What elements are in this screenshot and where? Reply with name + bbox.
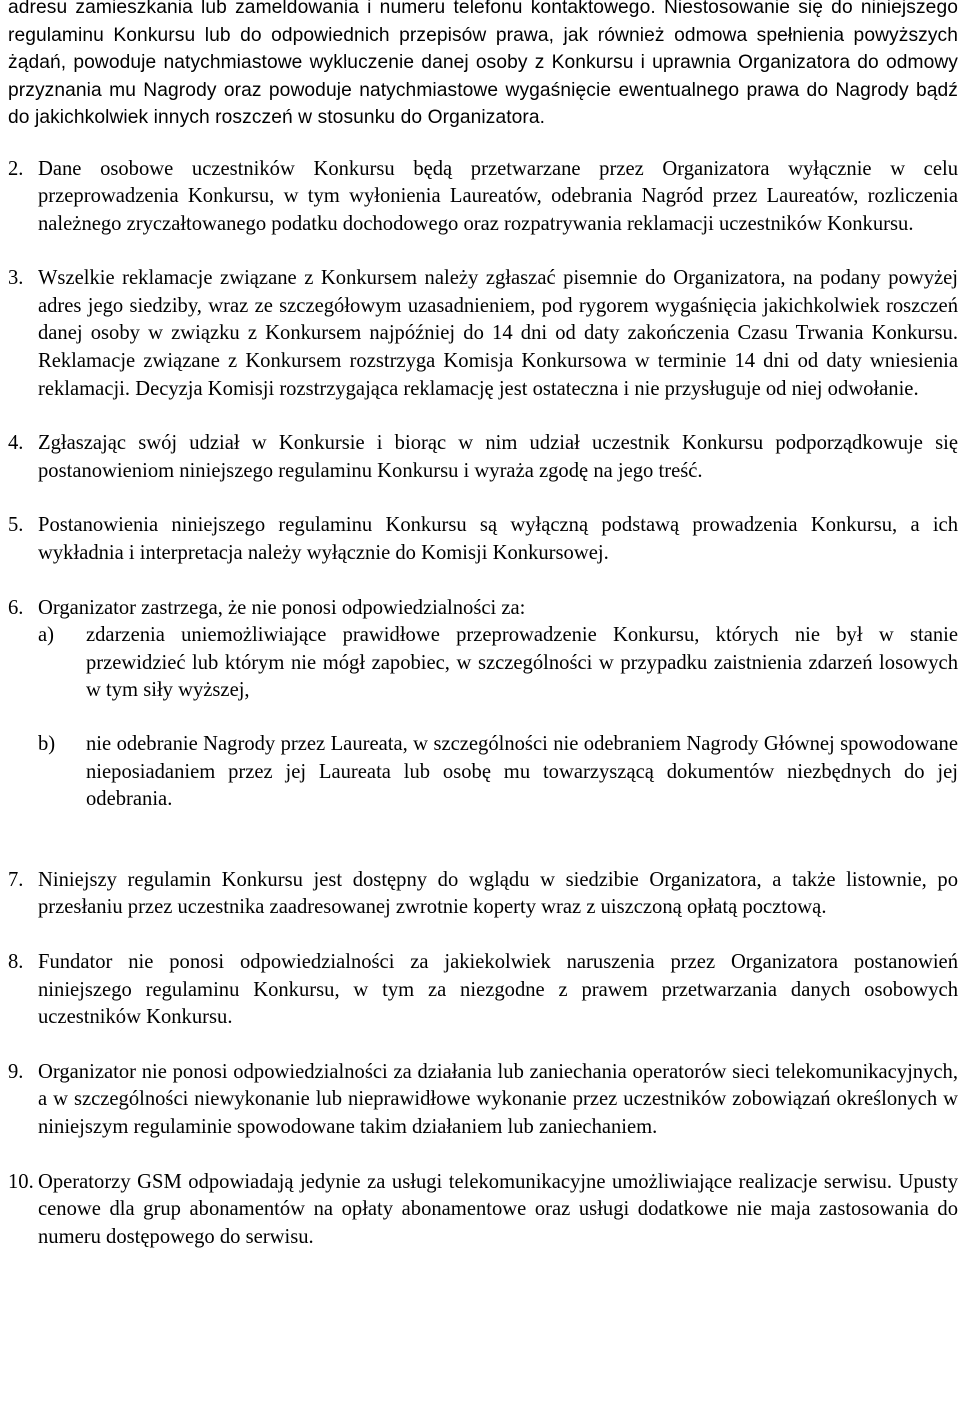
item-text: Organizator zastrzega, że nie ponosi odpowiedzialności za: bbox=[38, 596, 526, 619]
item-text: Dane osobowe uczestników Konkursu będą przetwarzane przez Organizatora wyłącznie w celu przeprowadzenia Konkursu, w tym wyłonienia Laureatów, odebrania Nagród przez Laureatów, rozliczenia należnego zryczałtowanego podatku dochodowego oraz rozpatrywania reklamacji uczestników Konkursu. bbox=[38, 157, 958, 235]
item-number: 2. bbox=[8, 157, 24, 180]
section-item-3 bbox=[8, 265, 958, 403]
item-text: Postanowienia niniejszego regulaminu Konkursu są wyłączną podstawą prowadzenia Konkursu, a ich wykładnia i interpretacja należy wyłącznie do Komisji Konkursowej. bbox=[38, 514, 958, 565]
section-item-8 bbox=[8, 949, 958, 1032]
item-number: 7. bbox=[8, 868, 24, 891]
section-item-9 bbox=[8, 1059, 958, 1142]
item-number: 4. bbox=[8, 432, 24, 455]
subitem-letter: a) bbox=[38, 624, 54, 647]
subitem-a bbox=[38, 622, 958, 705]
section-item-4 bbox=[8, 430, 958, 485]
section-item-6 bbox=[8, 595, 958, 814]
item-number: 8. bbox=[8, 950, 24, 973]
section-item-10 bbox=[8, 1169, 958, 1252]
item-text: Wszelkie reklamacje związane z Konkursem należy zgłaszać pisemnie do Organizatora, na podany powyżej adres jego siedziby, wraz ze szczegółowym uzasadnieniem, pod rygorem wygaśnięcia jakichkolwiek roszczeń danej osoby w związku z Konkursem najpóźniej do 14 dni od daty zakończenia Czasu Trwania Konkursu. Reklamacje związane z Konkursem rozstrzyga Komisja Konkursowa w terminie 14 dni od daty wniesienia reklamacji. Decyzja Komisji rozstrzygająca reklamację jest ostateczna i nie przysługuje od niej odwołanie. bbox=[38, 267, 958, 400]
item-text: Operatorzy GSM odpowiadają jedynie za usługi telekomunikacyjne umożliwiające realizacje serwisu. Upusty cenowe dla grup abonamentów na opłaty abonamentowe oraz usługi dodatkowe nie maja zastosowania do numeru dostępowego do serwisu. bbox=[38, 1170, 958, 1248]
item-number: 9. bbox=[8, 1060, 24, 1083]
subitem-b bbox=[38, 731, 958, 814]
subitem-text: nie odebranie Nagrody przez Laureata, w szczególności nie odebraniem Nagrody Głównej spowodowane nieposiadaniem przez jej Laureata lub osobę mu towarzyszącą dokumentów niezbędnych do jej odebrania. bbox=[86, 733, 958, 811]
item-number: 10. bbox=[8, 1170, 34, 1193]
intro-paragraph: adresu zamieszkania lub zameldowania i numeru telefonu kontaktowego. Niestosowanie się do niniejszego regulaminu Konkursu lub do odpowiednich przepisów prawa, jak również odmowa spełnienia powyższych żądań, powoduje natychmiastowe wykluczenie danej osoby z Konkursu i uprawnia Organizatora do odmowy przyznania mu Nagrody oraz powoduje natychmiastowe wygaśnięcie ewentualnego prawa do Nagrody bądź do jakichkolwiek innych roszczeń w stosunku do Organizatora. bbox=[8, 0, 958, 128]
item-text: Niniejszy regulamin Konkursu jest dostępny do wglądu w siedzibie Organizatora, a także listownie, po przesłaniu przez uczestnika zaadresowanej zwrotnie koperty wraz z uiszczoną opłatą pocztową. bbox=[38, 868, 958, 919]
item-text: Fundator nie ponosi odpowiedzialności za jakiekolwiek naruszenia przez Organizatora postanowień niniejszego regulaminu Konkursu, w tym za niezgodne z prawem przetwarzania danych osobowych uczestników Konkursu. bbox=[38, 950, 958, 1029]
item-number: 6. bbox=[8, 596, 24, 619]
subitem-text: zdarzenia uniemożliwiające prawidłowe przeprowadzenie Konkursu, których nie był w stanie przewidzieć lub którym nie mógł zapobiec, w szczególności w przypadku zaistnienia zdarzeń losowych w tym siły wyższej, bbox=[86, 624, 958, 702]
item-text: Organizator nie ponosi odpowiedzialności za działania lub zaniechania operatorów sieci telekomunikacyjnych, a w szczególności niewykonanie lub nieprawidłowe wykonanie przez uczestników zobowiązań określonych w niniejszym regulaminie spowodowane takim działaniem lub zaniechaniem. bbox=[38, 1060, 958, 1138]
section-item-2 bbox=[8, 156, 958, 239]
section-item-7 bbox=[8, 867, 958, 922]
item-number: 5. bbox=[8, 514, 24, 537]
item-body bbox=[38, 595, 958, 814]
subitem-letter: b) bbox=[38, 733, 56, 755]
section-item-5 bbox=[8, 512, 958, 567]
item-text: Zgłaszając swój udział w Konkursie i biorąc w nim udział uczestnik Konkursu podporządkowuje się postanowieniom niniejszego regulaminu Konkursu i wyraża zgodę na jego treść. bbox=[38, 432, 958, 482]
item-number: 3. bbox=[8, 267, 24, 290]
